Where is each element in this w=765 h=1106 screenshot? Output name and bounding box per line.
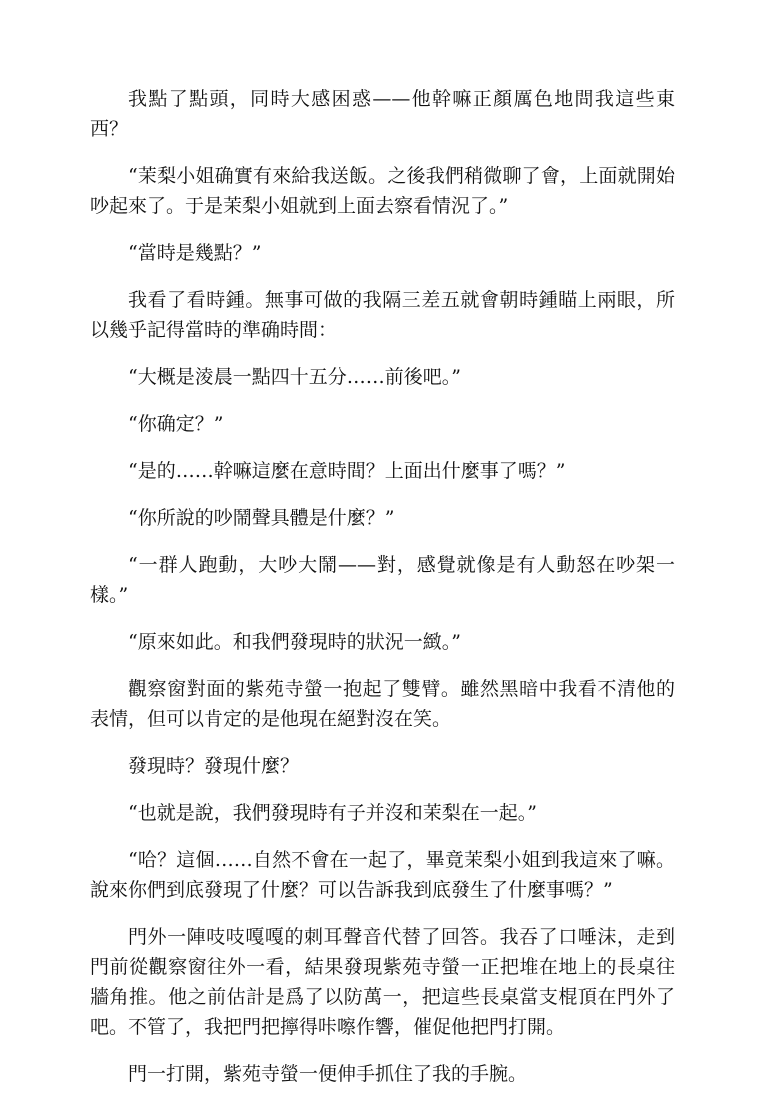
paragraph-14: “哈？這個……自然不會在一起了，畢竟茉梨小姐到我這來了嘛。說來你們到底發現了什麼？可以告訴我到底發生了什麼事嗎？” [90, 849, 675, 901]
paragraph-15: 門外一陣吱吱嘎嘎的刺耳聲音代替了回答。我吞了口唾沫，走到門前從觀察窗往外一看，結果發現紫苑寺螢一正把堆在地上的長桌往牆角推。他之前估計是爲了以防萬一，把這些長桌當支棍頂在門外了吧。不管了，我把門把擰得咔嚓作響，催促他把門打開。 [90, 926, 675, 1038]
paragraph-1: 我點了點頭，同時大感困惑——他幹嘛正顏厲色地問我這些東西？ [90, 88, 675, 140]
paragraph-4: 我看了看時鍾。無事可做的我隔三差五就會朝時鍾瞄上兩眼，所以幾乎記得當時的準确時間： [90, 289, 675, 341]
paragraph-3: “當時是幾點？” [128, 242, 262, 264]
paragraph-12: 發現時？發現什麼？ [128, 755, 300, 777]
paragraph-2: “茉梨小姐确實有來給我送飯。之後我們稍微聊了會，上面就開始吵起來了。于是茉梨小姐就到上面去察看情況了。” [90, 165, 675, 217]
paragraph-13: “也就是說，我們發現時有子并沒和茉梨在一起。” [128, 802, 537, 824]
paragraph-5: “大概是淩晨一點四十五分……前後吧。” [128, 366, 461, 388]
document-body [90, 84, 675, 1106]
paragraph-6: “你确定？” [128, 413, 224, 435]
paragraph-16: 門一打開，紫苑寺螢一便伸手抓住了我的手腕。 [128, 1063, 528, 1085]
paragraph-8: “你所說的吵鬧聲具體是什麼？” [128, 507, 395, 529]
paragraph-11: 觀察窗對面的紫苑寺螢一抱起了雙臂。雖然黑暗中我看不清他的表情，但可以肯定的是他現在絕對沒在笑。 [90, 678, 675, 730]
paragraph-7: “是的……幹嘛這麼在意時間？上面出什麼事了嗎？” [128, 460, 566, 482]
paragraph-9: “一群人跑動，大吵大鬧——對，感覺就像是有人動怒在吵架一樣。” [90, 554, 675, 606]
paragraph-10: “原來如此。和我們發現時的狀況一緻。” [128, 631, 461, 653]
